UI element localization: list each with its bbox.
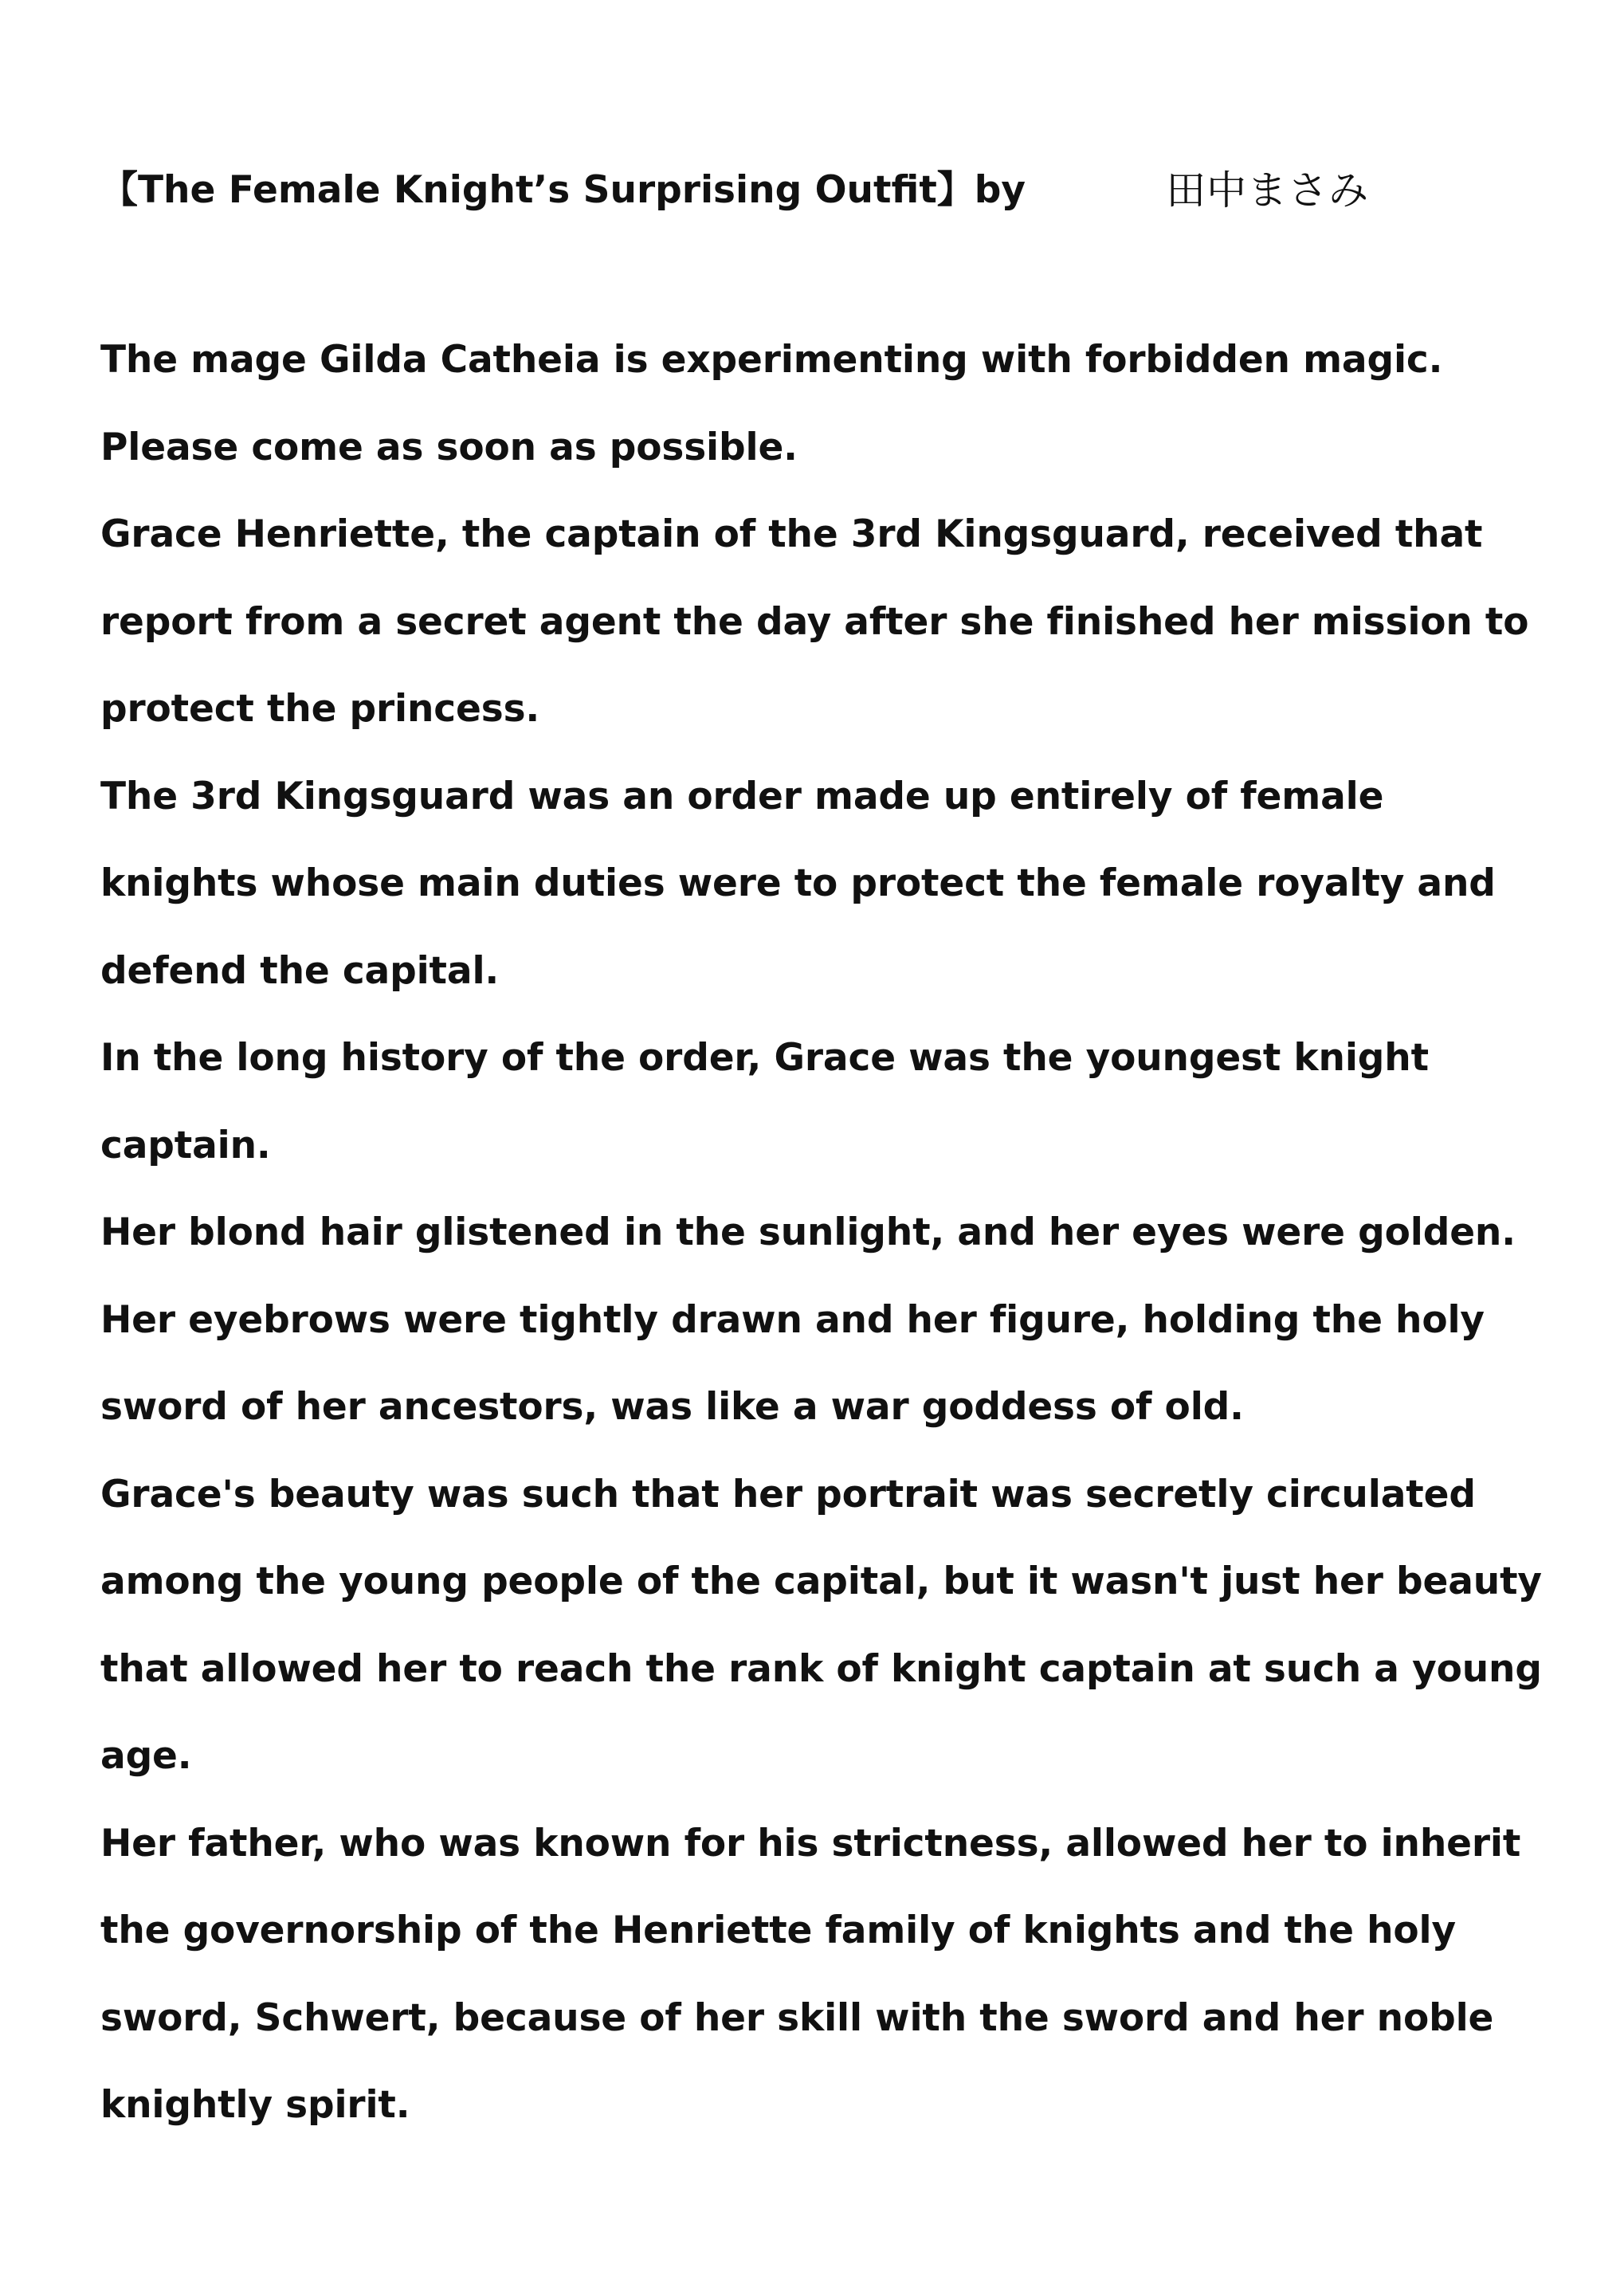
story-line: captain. [100,1123,271,1167]
story-line: Grace's beauty was such that her portrait was secretly circulated [100,1472,1476,1516]
story-line: knights whose main duties were to protect the female royalty and [100,861,1496,905]
story-line: knightly spirit. [100,2083,410,2127]
document-title-line [100,161,1369,220]
story-line: the governorship of the Henriette family of knights and the holy [100,1909,1456,1952]
story-line: sword of her ancestors, was like a war goddess of old. [100,1385,1244,1429]
story-line: In the long history of the order, Grace was the youngest knight [100,1036,1429,1080]
story-line: that allowed her to reach the rank of knight captain at such a young [100,1646,1542,1691]
author-name: 田中まさみ [1166,167,1370,214]
story-line: Please come as soon as possible. [100,425,798,469]
story-line: The 3rd Kingsguard was an order made up entirely of female [100,774,1384,818]
story-line: Her blond hair glistened in the sunlight, and her eyes were golden. [100,1210,1516,1254]
story-text [100,336,1542,2169]
story-line: defend the capital. [100,948,500,993]
story-line: sword, Schwert, because of her skill with the sword and her noble [100,1995,1494,2040]
story-line: The mage Gilda Catheia is experimenting with forbidden magic. [100,338,1443,382]
document-title: 【The Female Knight’s Surprising Outfit】by [100,168,1026,212]
story-line: protect the princess. [100,687,540,731]
story-line: Her eyebrows were tightly drawn and her figure, holding the holy [100,1297,1485,1342]
story-line: age. [100,1734,192,1778]
story-line: Grace Henriette, the captain of the 3rd Kingsguard, received that [100,512,1483,556]
story-line: report from a secret agent the day after she finished her mission to [100,599,1529,644]
story-line: Her father, who was known for his strictness, allowed her to inherit [100,1821,1521,1865]
story-line: among the young people of the capital, but it wasn't just her beauty [100,1559,1542,1603]
